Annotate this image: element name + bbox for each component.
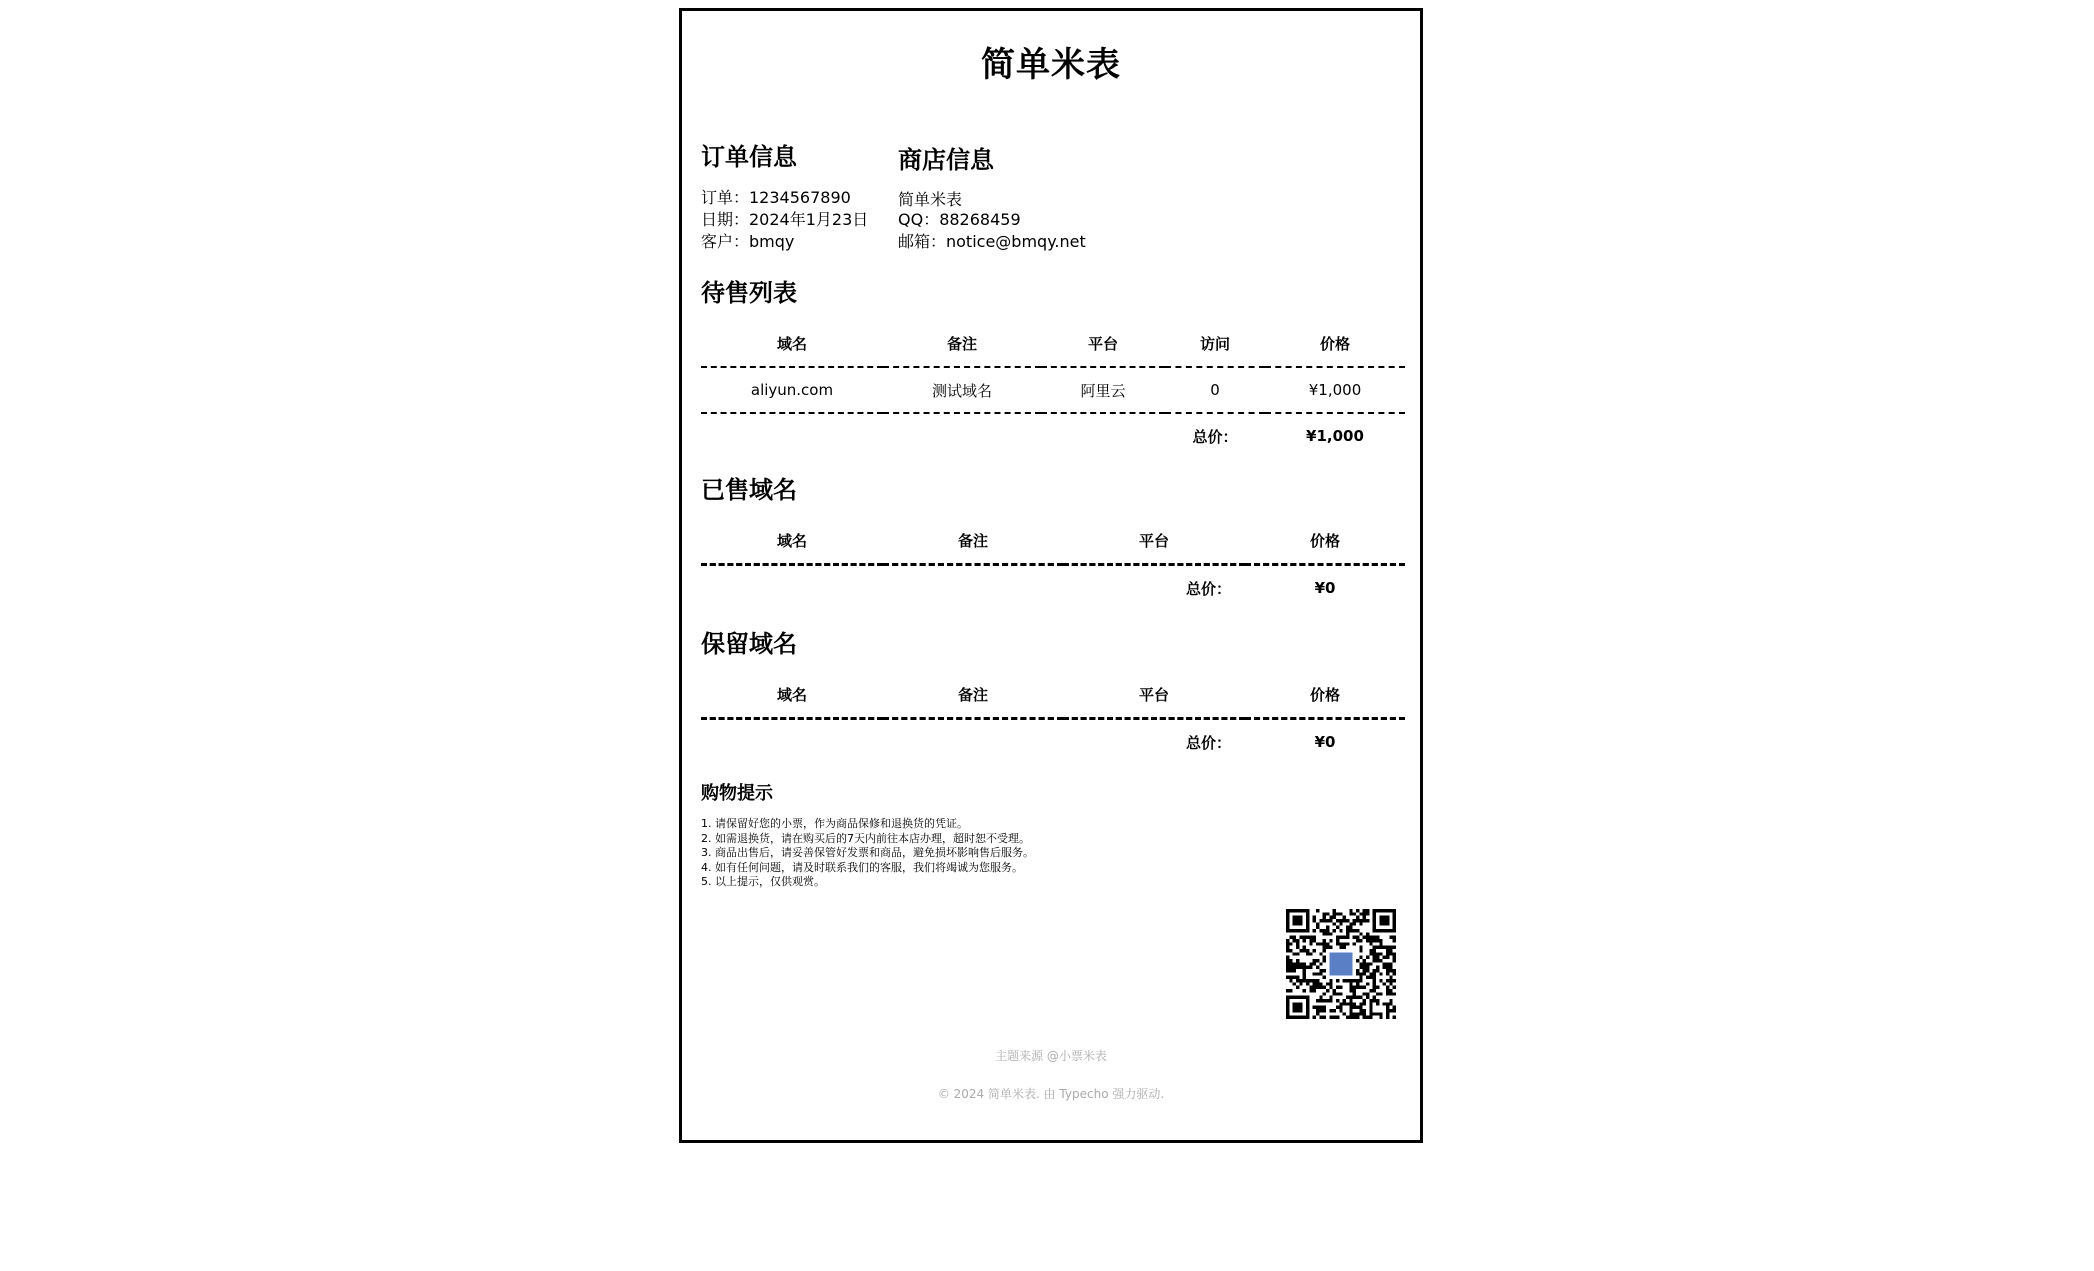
total-label: 总价： <box>1185 579 1231 598</box>
tips-heading: 购物提示 <box>701 783 773 804</box>
tip-item: 1. 请保留好您的小票，作为商品保修和退换货的凭证。 <box>701 817 968 830</box>
total-label: 总价： <box>1192 427 1238 446</box>
for-sale-table <box>701 320 1405 458</box>
column-header-price: 价格 <box>1265 320 1405 367</box>
column-header-domain: 域名 <box>701 671 883 719</box>
sold-table <box>701 517 1405 610</box>
copyright-text: © 2024 简单米表. 由 Typecho 强力驱动. <box>937 1087 1165 1101</box>
column-header-note: 备注 <box>883 671 1063 719</box>
tip-item: 5. 以上提示，仅供观赏。 <box>701 875 825 888</box>
store-name: 简单米表 <box>898 190 963 209</box>
total-value: ¥0 <box>1314 733 1336 751</box>
order-customer: 客户：bmqy <box>701 232 795 251</box>
page-title: 简单米表 <box>981 45 1121 85</box>
column-header-note: 备注 <box>883 320 1041 367</box>
domain-note: 测试域名 <box>883 367 1041 413</box>
total-label: 总价： <box>1185 733 1231 752</box>
order-date: 日期：2024年1月23日 <box>701 210 869 229</box>
tip-item: 2. 如需退换货，请在购买后的7天内前往本店办理，超时恕不受理。 <box>701 831 1030 845</box>
tip-item: 3. 商品出售后，请妥善保管好发票和商品，避免损坏影响售后服务。 <box>701 846 1034 859</box>
table-row <box>701 367 1405 413</box>
total-value: ¥0 <box>1314 579 1336 597</box>
qr-code-icon <box>1286 909 1396 1019</box>
domain-visits: 0 <box>1165 367 1265 413</box>
column-header-domain: 域名 <box>701 320 883 367</box>
receipt <box>679 8 1423 1143</box>
domain-link[interactable]: aliyun.com <box>701 367 883 413</box>
reserved-table <box>701 671 1405 764</box>
total-value: ¥1,000 <box>1306 427 1364 445</box>
tips-list <box>701 817 1034 890</box>
tip-item: 4. 如有任何问题，请及时联系我们的客服，我们将竭诚为您服务。 <box>701 860 1023 874</box>
qr-center-logo <box>1329 952 1352 975</box>
theme-source-link[interactable]: 主题来源 @小票米表 <box>995 1049 1107 1063</box>
total-row <box>701 413 1405 458</box>
for-sale-heading: 待售列表 <box>701 279 797 307</box>
sold-heading: 已售域名 <box>701 476 797 504</box>
store-info-heading: 商店信息 <box>898 146 994 174</box>
order-number: 订单：1234567890 <box>701 188 851 207</box>
order-info-heading: 订单信息 <box>701 143 797 171</box>
domain-platform: 阿里云 <box>1041 367 1165 413</box>
column-header-platform: 平台 <box>1063 671 1245 719</box>
column-header-note: 备注 <box>883 517 1063 565</box>
column-header-visits: 访问 <box>1165 320 1265 367</box>
store-email: 邮箱：notice@bmqy.net <box>898 232 1086 251</box>
total-row <box>701 565 1405 611</box>
domain-price: ¥1,000 <box>1265 367 1405 413</box>
column-header-platform: 平台 <box>1063 517 1245 565</box>
store-qq: QQ：88268459 <box>898 210 1021 229</box>
column-header-domain: 域名 <box>701 517 883 565</box>
reserved-heading: 保留域名 <box>701 630 797 658</box>
column-header-price: 价格 <box>1245 517 1405 565</box>
total-row <box>701 719 1405 765</box>
column-header-price: 价格 <box>1245 671 1405 719</box>
column-header-platform: 平台 <box>1041 320 1165 367</box>
